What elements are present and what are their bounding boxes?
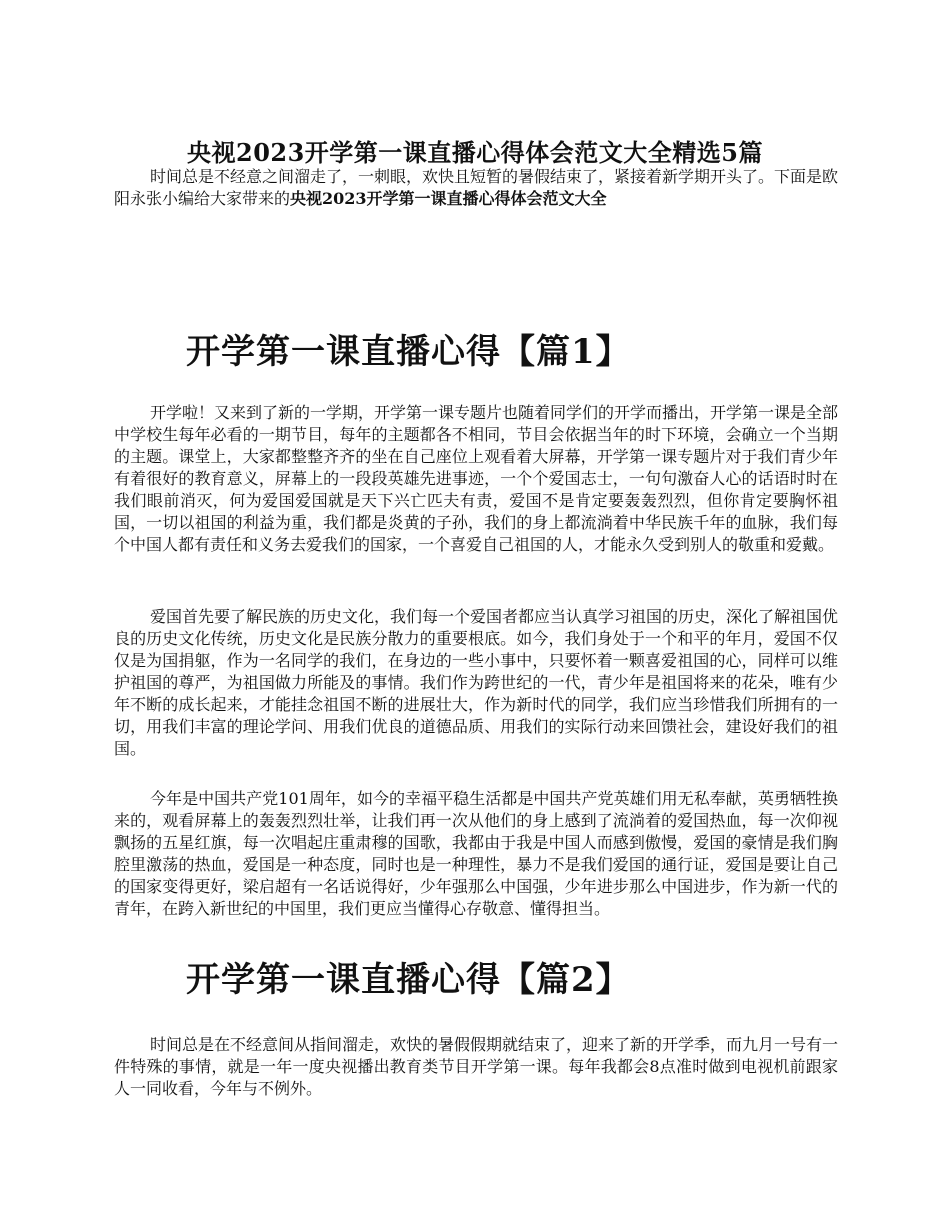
document-title: 央视2023开学第一课直播心得体会范文大全精选5篇	[187, 138, 763, 167]
section-1-paragraph-1: 开学啦！又来到了新的一学期，开学第一课专题片也随着同学们的开学而播出，开学第一课是全部中学校生每年必看的一期节目，每年的主题都各不相同，节目会依据当年的时下环境，会确立一个当期的主题。课堂上，大家都整整齐齐的坐在自己座位上观看着大屏幕，开学第一课专题片对于我们青少年有着很好的教育意义，屏幕上的一段段英雄先进事迹，一个个爱国志士，一句句激奋人心的话语时时在我们眼前消灭，何为爱国爱国就是天下兴亡匹夫有责，爱国不是肯定要轰轰烈烈，但你肯定要胸怀祖国，一切以祖国的利益为重，我们都是炎黄的子孙，我们的身上都流淌着中华民族千年的血脉，我们每个中国人都有责任和义务去爱我们的国家，一个喜爱自己祖国的人，才能永久受到别人的敬重和爱戴。	[114, 403, 839, 554]
section-2-paragraph-1: 时间总是在不经意间从指间溜走，欢快的暑假假期就结束了，迎来了新的开学季，而九月一号有一件特殊的事情，就是一年一度央视播出教育类节目开学第一课。每年我都会8点准时做到电视机前跟家人一同收看，今年与不例外。	[114, 1035, 839, 1098]
section-heading-1: 开学第一课直播心得【篇1】	[186, 332, 631, 372]
intro-text: 时间总是不经意之间溜走了，一刺眼，欢快且短暂的暑假结束了，紧接着新学期开头了。下面是欧阳永张小编给大家带来的	[114, 167, 839, 208]
intro-bold-text: 央视2023开学第一课直播心得体会范文大全	[290, 189, 607, 208]
section-heading-2: 开学第一课直播心得【篇2】	[186, 960, 631, 1000]
intro-paragraph	[114, 166, 838, 210]
section-1-paragraph-3: 今年是中国共产党101周年，如今的幸福平稳生活都是中国共产党英雄们用无私奉献，英勇牺牲换来的，观看屏幕上的轰轰烈烈壮举，让我们再一次从他们的身上感到了流淌着的爱国热血，每一次仰视飘扬的五星红旗，每一次唱起庄重肃穆的国歌，我都由于我是中国人而感到傲慢，爱国的豪情是我们胸腔里激荡的热血，爱国是一种态度，同时也是一种理性，暴力不是我们爱国的通行证，爱国是要让自己的国家变得更好，梁启超有一名话说得好，少年强那么中国强，少年进步那么中国进步，作为新一代的青年，在跨入新世纪的中国里，我们更应当懂得心存敬意、懂得担当。	[114, 789, 838, 918]
section-1-paragraph-2: 爱国首先要了解民族的历史文化，我们每一个爱国者都应当认真学习祖国的历史，深化了解祖国优良的历史文化传统，历史文化是民族分散力的重要根底。如今，我们身处于一个和平的年月，爱国不仅仅是为国捐躯，作为一名同学的我们，在身边的一些小事中，只要怀着一颗喜爱祖国的心，同样可以维护祖国的尊严，为祖国做力所能及的事情。我们作为跨世纪的一代，青少年是祖国将来的花朵，唯有少年不断的成长起来，才能挂念祖国不断的进展壮大，作为新时代的同学，我们应当珍惜我们所拥有的一切，用我们丰富的理论学问、用我们优良的道德品质、用我们的实际行动来回馈社会，建设好我们的祖国。	[114, 607, 839, 758]
